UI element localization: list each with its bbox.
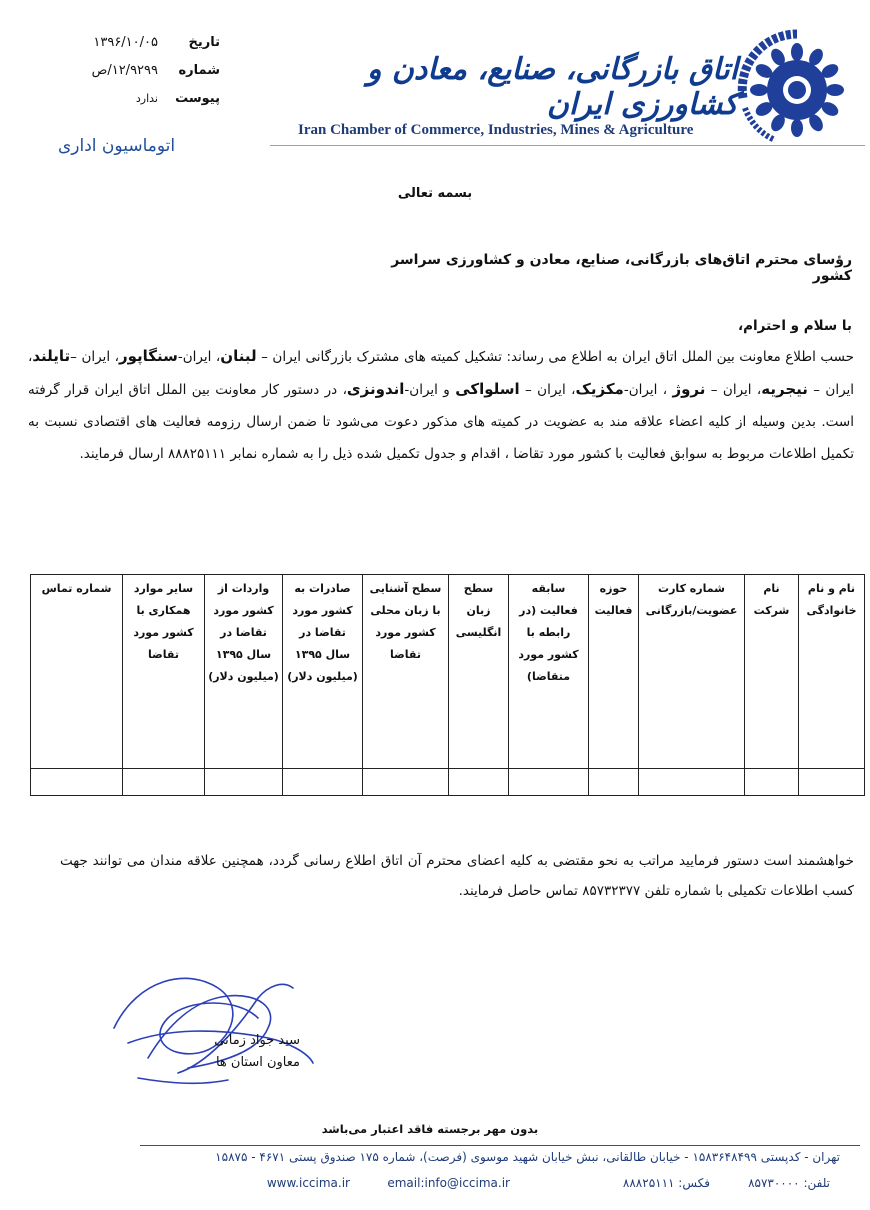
table-cell[interactable] <box>639 769 745 796</box>
footer-email[interactable]: email:info@iccima.ir <box>387 1176 510 1190</box>
table-cell[interactable] <box>799 769 865 796</box>
country-prefix: ایران – <box>525 382 566 398</box>
column-header: شماره کارت عضویت/بازرگانی <box>639 575 745 769</box>
org-name-en: Iran Chamber of Commerce, Industries, Mines & Agriculture <box>298 122 694 138</box>
country-lebanon: لبنان <box>220 347 257 365</box>
country-prefix: ایران – <box>813 382 855 398</box>
table-cell[interactable] <box>363 769 449 796</box>
number-value: ۱۲/۹۲۹۹/ص <box>91 62 158 78</box>
date-label: تاریخ <box>188 34 220 50</box>
table-cell[interactable] <box>205 769 283 796</box>
table-cell[interactable] <box>745 769 799 796</box>
separator: ، <box>114 349 119 365</box>
attachment-row <box>70 84 220 112</box>
separator: ، <box>756 382 762 398</box>
footer-contact <box>120 1176 840 1196</box>
column-header: حوزه فعالیت <box>589 575 639 769</box>
table-cell[interactable] <box>123 769 205 796</box>
footer-divider <box>140 1145 860 1146</box>
country-prefix: ایران- <box>623 382 658 398</box>
body-intro: حسب اطلاع معاونت بین الملل اتاق ایران به اطلاع می رساند: تشکیل کمیته های مشترک بازرگانی ایران – <box>261 349 854 365</box>
column-header: سابقه فعالیت (در رابطه با کشور مورد متقاضا) <box>509 575 589 769</box>
country-prefix: ایران- <box>404 382 438 398</box>
date-row <box>70 28 220 56</box>
country-indonesia: اندونزی <box>346 380 405 398</box>
conjunction: و <box>443 382 450 398</box>
table-row <box>31 769 865 796</box>
signer-name: سید جواد زمانی <box>214 1033 300 1048</box>
column-header: سایر موارد همکاری با کشور مورد تقاضا <box>123 575 205 769</box>
greeting-line: با سلام و احترام، <box>738 318 852 334</box>
number-row <box>70 56 220 84</box>
org-name-fa: اتاق بازرگانی، صنایع، معادن و کشاورزی ایران <box>366 52 738 122</box>
table-cell[interactable] <box>509 769 589 796</box>
application-form-table <box>30 574 865 796</box>
body-paragraph <box>28 340 854 470</box>
stamp-validity-note: بدون مهر برجسته فاقد اعتبار می‌باشد <box>321 1122 539 1136</box>
column-header: سطح آشنایی با زبان محلی کشور مورد تقاضا <box>363 575 449 769</box>
separator: ، <box>571 382 576 398</box>
signer-block <box>190 1030 300 1074</box>
column-header: نام و نام خانوادگی <box>799 575 865 769</box>
signer-title: معاون استان ها <box>215 1055 300 1070</box>
letter-meta <box>70 28 220 112</box>
country-nigeria: نیجریه <box>761 380 808 398</box>
separator: ، <box>342 382 347 398</box>
country-prefix: ایران – <box>710 382 752 398</box>
column-header: صادرات به کشور مورد تقاضا در سال ۱۳۹۵ (میلیون دلار) <box>283 575 363 769</box>
table-header-row <box>31 575 865 769</box>
table-cell[interactable] <box>449 769 509 796</box>
country-prefix: ایران- <box>177 349 212 365</box>
table-cell[interactable] <box>283 769 363 796</box>
bismillah-heading: بسمه تعالی <box>397 186 473 201</box>
footer-address: تهران - کدپستی ۱۵۸۳۶۴۸۴۹۹ - خیابان طالقانی، نبش خیابان شهید موسوی (فرصت)، شماره ۱۷۵ صندوق پستی ۴۶۷۱ - ۱۵۸۷۵ <box>215 1150 840 1164</box>
table-cell[interactable] <box>589 769 639 796</box>
column-header: واردات از کشور مورد تقاضا در سال ۱۳۹۵ (میلیون دلار) <box>205 575 283 769</box>
country-slovakia: اسلواکی <box>455 380 520 398</box>
closing-paragraph: خواهشمند است دستور فرمایید مراتب به نحو مقتضی به کلیه اعضای محترم آن اتاق اطلاع رسانی گردد، همچنین علاقه مندان می توانند جهت کسب اطلاعات تکمیلی با شماره تلفن ۸۵۷۳۲۳۷۷ تماس حاصل فرمایند. <box>60 853 854 899</box>
body-rest: در دستور کار معاونت بین الملل اتاق ایران قرار گرفته است. بدین وسیله از کلیه اعضاء علاقه مند به عضویت در کمیته های مذکور دعوت می‌شود تا ضمن ارسال رزومه فعالیت های اقتصادی نسبت به تکمیل اطلاعات مربوط به سوابق فعالیت با کشور مورد تقاضا ، اقدام و جدول تکمیل شده ذیل را به شماره نمابر ۸۸۸۲۵۱۱۱ ارسال فرمایند. <box>28 382 854 462</box>
country-singapore: سنگاپور <box>118 347 178 365</box>
attachment-value: ندارد <box>135 91 158 105</box>
number-label: شماره <box>178 62 220 78</box>
iccima-emblem-icon <box>735 28 855 148</box>
footer-phone: تلفن: ۸۵۷۳۰۰۰۰ <box>748 1176 830 1190</box>
addressee-line: رؤسای محترم اتاق‌های بازرگانی، صنایع، معادن و کشاورزی سراسر کشور <box>391 252 852 284</box>
department-label: اتوماسیون اداری <box>58 136 176 156</box>
table-cell[interactable] <box>31 769 123 796</box>
footer-website[interactable]: www.iccima.ir <box>266 1176 350 1190</box>
column-header: شماره تماس <box>31 575 123 769</box>
separator: ، <box>662 382 668 398</box>
date-value: ۱۳۹۶/۱۰/۰۵ <box>93 34 158 50</box>
column-header: سطح زبان انگلیسی <box>449 575 509 769</box>
country-mexico: مکزیک <box>575 380 624 398</box>
footer-fax: فکس: ۸۸۸۲۵۱۱۱ <box>622 1176 710 1190</box>
country-thailand: تایلند <box>32 347 71 365</box>
country-norway: نروژ <box>672 380 706 398</box>
separator: ، <box>28 349 33 365</box>
column-header: نام شرکت <box>745 575 799 769</box>
separator: ، <box>215 349 221 365</box>
country-prefix: ایران – <box>70 349 111 365</box>
attachment-label: پیوست <box>175 90 220 106</box>
